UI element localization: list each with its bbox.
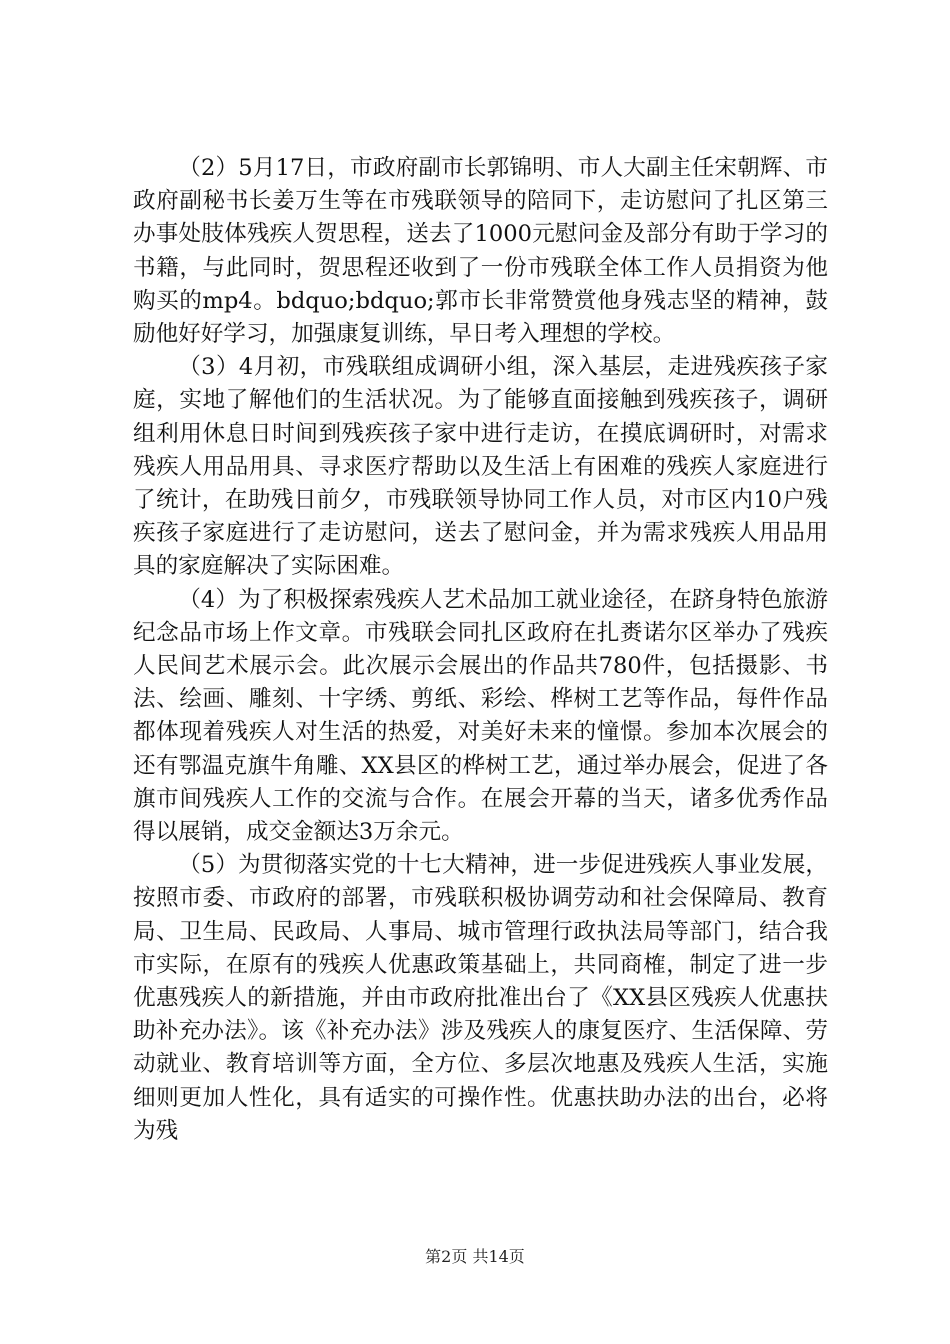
paragraph-5: （5）为贯彻落实党的十七大精神，进一步促进残疾人事业发展，按照市委、市政府的部署，市残联积极协调劳动和社会保障局、教育局、卫生局、民政局、人事局、城市管理行政执法局等部门，结合我市实际，在原有的残疾人优惠政策基础上，共同商榷，制定了进一步优惠残疾人的新措施，并由市政府批准出台了《XX县区残疾人优惠扶助补充办法》。该《补充办法》涉及残疾人的康复医疗、生活保障、劳动就业、教育培训等方面，全方位、多层次地惠及残疾人生活，实施细则更加人性化，具有适实的可操作性。优惠扶助办法的出台，必将为残 bbox=[133, 852, 828, 1144]
document-body bbox=[133, 152, 828, 1148]
paragraph-3: （3）4月初，市残联组成调研小组，深入基层，走进残疾孩子家庭，实地了解他们的生活状况。为了能够直面接触到残疾孩子，调研组利用休息日时间到残疾孩子家中进行走访，在摸底调研时，对需求残疾人用品用具、寻求医疗帮助以及生活上有困难的残疾人家庭进行了统计，在助残日前夕，市残联领导协同工作人员，对市区内10户残疾孩子家庭进行了走访慰问，送去了慰问金，并为需求残疾人用品用具的家庭解决了实际困难。 bbox=[133, 354, 828, 580]
paragraph-4: （4）为了积极探索残疾人艺术品加工就业途径，在跻身特色旅游纪念品市场上作文章。市残联会同扎区政府在扎赉诺尔区举办了残疾人民间艺术展示会。此次展示会展出的作品共780件，包括摄影、书法、绘画、雕刻、十字绣、剪纸、彩绘、桦树工艺等作品，每件作品都体现着残疾人对生活的热爱，对美好未来的憧憬。参加本次展会的还有鄂温克旗牛角雕、XX县区的桦树工艺，通过举办展会，促进了各旗市间残疾人工作的交流与合作。在展会开幕的当天，诸多优秀作品得以展销，成交金额达3万余元。 bbox=[133, 586, 828, 846]
page-footer: 第2页 共14页 bbox=[425, 1247, 525, 1266]
paragraph-2: （2）5月17日，市政府副市长郭锦明、市人大副主任宋朝辉、市政府副秘书长姜万生等在市残联领导的陪同下，走访慰问了扎区第三办事处肢体残疾人贺思程，送去了1000元慰问金及部分有助于学习的书籍，与此同时，贺思程还收到了一份市残联全体工作人员捐资为他购买的mp4。bdquo;bdquo;郭市长非常赞赏他身残志坚的精神，鼓励他好好学习，加强康复训练，早日考入理想的学校。 bbox=[133, 155, 828, 348]
